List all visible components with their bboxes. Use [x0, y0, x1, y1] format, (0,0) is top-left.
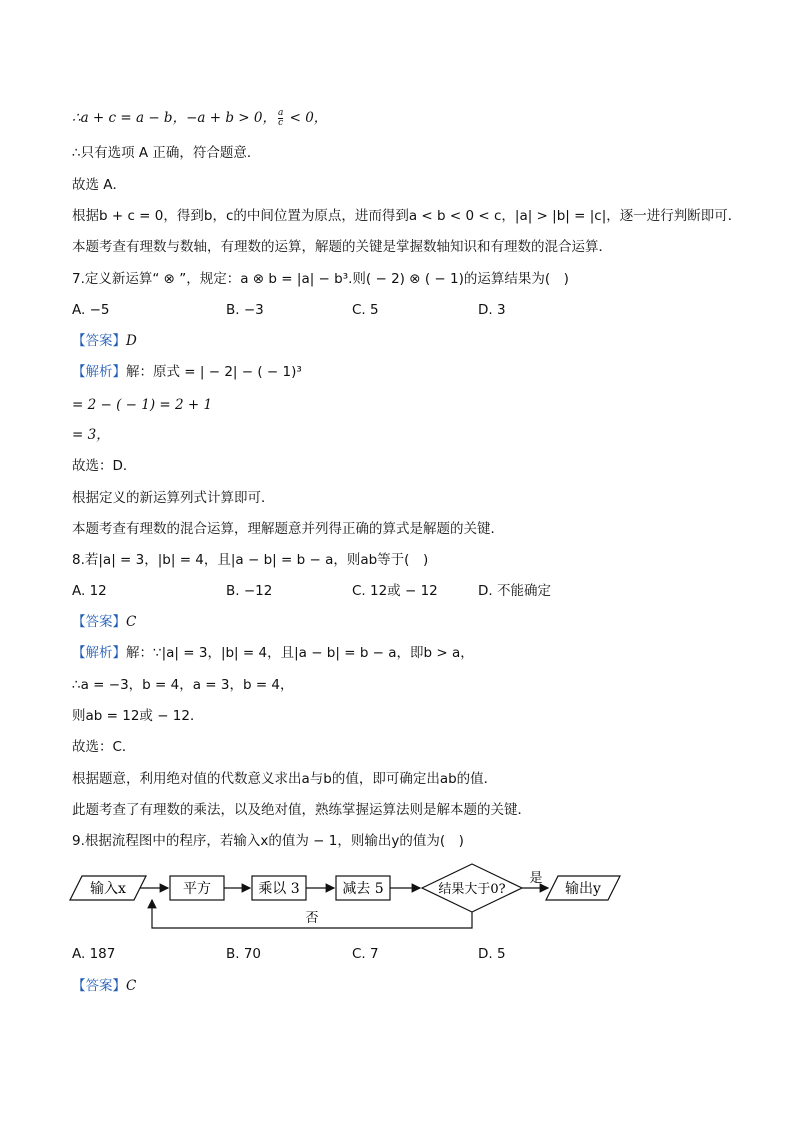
q7-option-c: C. 5: [352, 302, 379, 318]
fraction: [278, 109, 283, 128]
answer-letter: C: [126, 614, 137, 630]
q8-analysis-line: 则ab = 12或 − 12．: [72, 708, 204, 724]
fraction-denominator: c: [278, 117, 284, 128]
text-line: 本题考查有理数与数轴，有理数的运算，解题的关键是掌握数轴知识和有理数的混合运算．: [72, 239, 612, 255]
analysis-tag: 【解析】: [72, 645, 126, 661]
q8-method: 根据题意，利用绝对值的代数意义求出a与b的值，即可确定出ab的值．: [72, 771, 498, 787]
flow-output-label: 输出y: [565, 881, 601, 897]
q7-option-d: D. 3: [478, 302, 506, 318]
analysis-text: 解：∵|a| = 3，|b| = 4，且|a − b| = b − a，即b > a，: [126, 645, 474, 661]
question-8-stem: 8.若|a| = 3，|b| = 4，且|a − b| = b − a，则ab等于( ): [72, 552, 429, 568]
answer-letter: C: [126, 978, 137, 994]
equation-text: ∴a + c = a − b，−a + b > 0，: [72, 110, 276, 126]
flow-decision-label: 结果大于0?: [438, 882, 506, 897]
q8-analysis-line: 故选：C．: [72, 739, 136, 755]
q7-option-b: B. −3: [226, 302, 264, 318]
text-line: 故选 A．: [72, 177, 127, 193]
q8-option-b: B. −12: [226, 583, 273, 599]
text-line: 根据b + c = 0，得到b，c的中间位置为原点，进而得到a < b < 0 < c，|a| > |b| = |c|，逐一进行判断即可．: [72, 208, 742, 224]
answer-letter: D: [126, 333, 137, 349]
q8-option-a: A. 12: [72, 583, 107, 599]
q9-option-a: A. 187: [72, 946, 116, 962]
q9-option-c: C. 7: [352, 946, 379, 962]
flowchart: [60, 860, 640, 935]
q8-summary: 此题考查了有理数的乘法，以及绝对值，熟练掌握运算法则是解本题的关键．: [72, 802, 531, 818]
analysis-text: 解：原式 = | − 2| − ( − 1)³: [126, 364, 302, 380]
q7-option-a: A. −5: [72, 302, 110, 318]
q7-method: 根据定义的新运算列式计算即可．: [72, 490, 275, 506]
question-7-stem: 7.定义新运算“ ⊗ ”，规定：a ⊗ b = |a| − b³.则( − 2) ⊗ ( − 1)的运算结果为( ): [72, 271, 569, 287]
flow-step-subtract-label: 减去 5: [342, 881, 384, 897]
flow-yes-label: 是: [529, 871, 543, 886]
fraction-numerator: a: [277, 107, 284, 118]
q9-answer: [72, 976, 136, 996]
flow-input-label: 输入x: [90, 881, 126, 897]
flow-step-square-label: 平方: [183, 881, 211, 897]
text-line: ∴只有选项 A 正确，符合题意．: [72, 145, 261, 161]
q7-analysis-line: 故选：D．: [72, 458, 137, 474]
answer-tag: 【答案】: [72, 978, 126, 994]
q8-option-c: C. 12或 − 12: [352, 583, 438, 599]
q8-analysis-line: ∴a = −3，b = 4，a = 3，b = 4，: [72, 677, 294, 693]
q9-option-d: D. 5: [478, 946, 506, 962]
q9-option-b: B. 70: [226, 946, 262, 962]
equation-tail: < 0，: [285, 110, 328, 126]
answer-tag: 【答案】: [72, 333, 126, 349]
q7-summary: 本题考查有理数的混合运算，理解题意并列得正确的算式是解题的关键．: [72, 521, 504, 537]
q7-analysis-line: = 2 − ( − 1) = 2 + 1: [72, 397, 213, 413]
q7-analysis: [72, 362, 302, 382]
analysis-tag: 【解析】: [72, 364, 126, 380]
q8-analysis: [72, 643, 474, 663]
answer-tag: 【答案】: [72, 614, 126, 630]
q7-answer: [72, 331, 137, 351]
q7-analysis-line: = 3，: [72, 427, 110, 443]
flow-step-multiply-label: 乘以 3: [258, 881, 300, 897]
question-9-stem: 9.根据流程图中的程序，若输入x的值为 − 1，则输出y的值为( ): [72, 833, 464, 849]
text-line: [72, 108, 327, 128]
flow-no-label: 否: [305, 911, 319, 926]
q8-option-d: D. 不能确定: [478, 583, 551, 599]
q8-answer: [72, 612, 136, 632]
